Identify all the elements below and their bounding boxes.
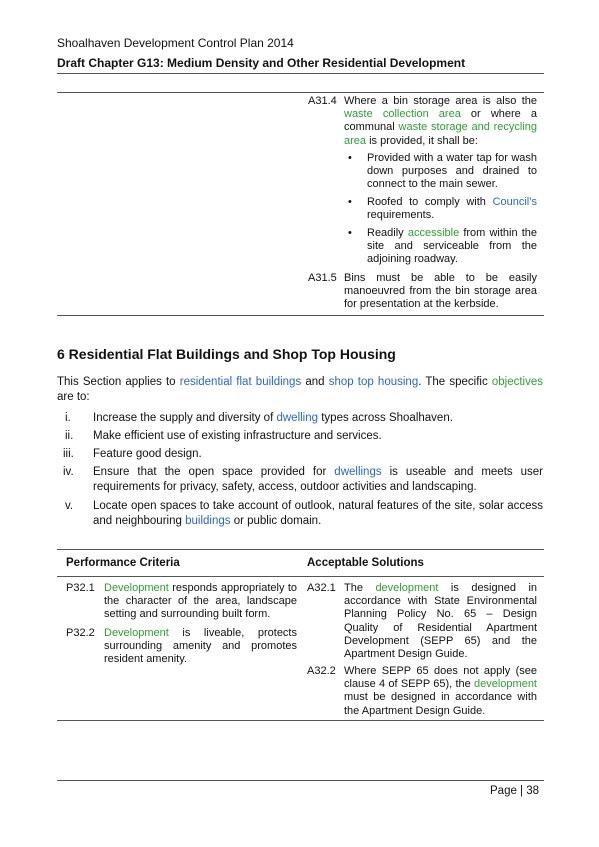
link-accessible[interactable]: accessible <box>407 227 460 239</box>
perf-table-bottom-rule <box>57 720 544 721</box>
link-dwelling[interactable]: dwelling <box>276 412 319 424</box>
objective-number: v. <box>65 500 74 512</box>
objective-item <box>93 411 543 426</box>
link-development[interactable]: development <box>375 582 439 594</box>
link-waste-collection-area[interactable]: waste collection area <box>344 108 461 121</box>
code-a31-5: A31.5 <box>308 272 337 284</box>
top-table-bottom-rule <box>57 315 544 316</box>
a31-5-text: Bins must be able to be easily manoeuvred from the bin storage area for presentation at the kerbside. <box>344 272 537 311</box>
p32-1-body: responds appropriately to the character of the area, landscape setting and surrounding built form. <box>104 582 297 621</box>
p32-2-body: is liveable, protects surrounding amenity and promotes resident amenity. <box>104 627 297 666</box>
objective-item <box>93 465 543 495</box>
objective-number: ii. <box>65 430 74 442</box>
bullet-text: requirements. <box>367 209 435 222</box>
link-dwellings[interactable]: dwellings <box>334 466 382 478</box>
link-buildings[interactable]: buildings <box>185 515 231 527</box>
link-councils[interactable]: Council’s <box>492 196 537 208</box>
a31-4-p1: Where a bin storage area is also the <box>344 95 537 107</box>
bullet-text: Roofed to comply with <box>367 196 493 208</box>
code-a31-4: A31.4 <box>308 95 337 107</box>
bullet-item <box>367 227 537 267</box>
chapter-title: Draft Chapter G13: Medium Density and Other Residential Development <box>57 56 466 70</box>
perf-table-top-rule <box>57 549 544 550</box>
objective-number: i. <box>65 412 71 424</box>
objective-number: iii. <box>63 448 74 460</box>
objective-text: Increase the supply and diversity of <box>93 412 277 424</box>
bullet-icon: • <box>348 152 352 164</box>
objective-number: iv. <box>63 466 74 478</box>
page-header <box>57 36 544 71</box>
page-number: Page | 38 <box>490 785 540 797</box>
link-waste-storage-area[interactable]: waste storage and recycling area <box>344 121 537 147</box>
a32-1-body: is designed in accordance with State Environmental Planning Policy No. 65 – Design Quality of Residential Apartment Development (SEPP 65) and the Apartment Design Guide. <box>344 582 538 661</box>
objective-text: types across Shoalhaven. <box>318 412 453 424</box>
a32-2-body: must be designed in accordance with the Apartment Design Guide. <box>344 691 537 717</box>
objective-text: Ensure that the open space provided for <box>93 466 335 478</box>
a31-4-p3: is provided, it shall be: <box>366 134 478 147</box>
link-objectives[interactable]: objectives <box>491 376 543 388</box>
header-rule <box>57 73 544 74</box>
objective-text: is useable and meets user requirements for privacy, safety, access, outdoor activities and landscaping. <box>93 466 543 493</box>
bullet-text: Readily <box>367 227 408 239</box>
code-p32-2: P32.2 <box>66 627 95 639</box>
intro-text: and <box>301 376 329 388</box>
bullet-item <box>367 152 537 192</box>
a31-4-text <box>344 95 537 148</box>
top-table-rule <box>57 92 544 93</box>
p32-2-text <box>104 627 297 667</box>
code-a32-2: A32.2 <box>307 665 336 677</box>
p32-1-text <box>104 582 297 622</box>
a32-2-body: Where SEPP 65 does not apply (see clause 4 of SEPP 65), the <box>344 665 537 691</box>
objective-text: Locate open spaces to take account of outlook, natural features of the site, solar access and neighbouring <box>93 500 543 527</box>
objective-text: or public domain. <box>230 515 322 527</box>
a32-1-body: The <box>344 582 376 594</box>
link-development[interactable]: development <box>474 678 537 691</box>
intro-text: are to: <box>57 391 90 403</box>
a32-2-text <box>344 665 537 718</box>
intro-text: This Section applies to <box>57 376 180 388</box>
link-shop-top-housing[interactable]: shop top housing <box>328 376 419 388</box>
bullet-icon: • <box>348 196 352 208</box>
a31-4-p2: or where a communal <box>344 108 537 134</box>
section-intro <box>57 375 543 405</box>
column-header-solutions: Acceptable Solutions <box>307 557 424 569</box>
a32-1-text <box>344 582 537 661</box>
document-title: Shoalhaven Development Control Plan 2014 <box>57 36 294 50</box>
perf-table-header-rule <box>57 576 544 577</box>
bullet-item <box>367 196 537 222</box>
objective-item: Feature good design. <box>93 448 202 460</box>
link-residential-flat-buildings[interactable]: residential flat buildings <box>179 376 302 388</box>
intro-text: . The specific <box>418 376 492 388</box>
bullet-text: from within the site and serviceable from the adjoining roadway. <box>367 227 537 266</box>
objective-item: Make efficient use of existing infrastructure and services. <box>93 430 382 442</box>
footer-rule <box>57 780 544 781</box>
link-development[interactable]: Development <box>104 582 169 594</box>
section-heading: 6 Residential Flat Buildings and Shop Top Housing <box>57 346 396 362</box>
column-header-performance: Performance Criteria <box>66 557 180 569</box>
link-development[interactable]: Development <box>104 627 169 639</box>
bullet-icon: • <box>348 227 352 239</box>
code-a32-1: A32.1 <box>307 582 336 594</box>
bullet-text: Provided with a water tap for wash down purposes and drained to connect to the main sewer. <box>367 152 537 191</box>
objective-item <box>93 499 543 529</box>
code-p32-1: P32.1 <box>66 582 95 594</box>
